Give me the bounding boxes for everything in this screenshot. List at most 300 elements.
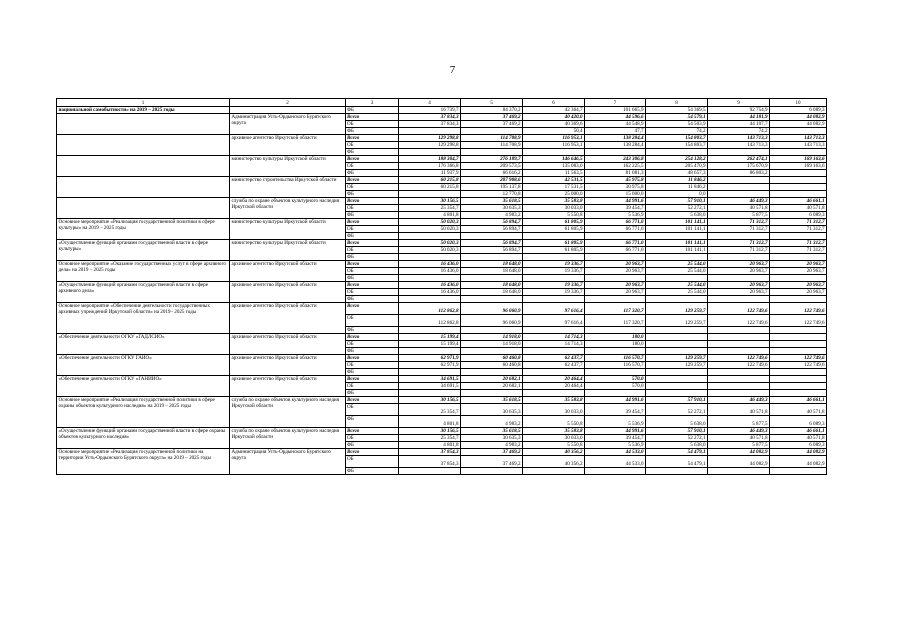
amount-cell: 40 571,8 (708, 435, 770, 442)
amount-cell: 71 312,7 (708, 240, 770, 247)
amount-cell (646, 327, 708, 334)
amount-cell: 62 971,9 (399, 355, 461, 362)
table-row (57, 135, 827, 142)
funding-source: ОБ (346, 435, 399, 442)
amount-cell (399, 233, 461, 240)
amount-cell: 62 437,7 (523, 362, 585, 369)
activity-name: «Осуществление функций органами государственной власти в сфере культуры» (57, 240, 230, 261)
amount-cell: 4 983,2 (461, 442, 523, 449)
amount-cell: 44 082,9 (770, 449, 827, 456)
amount-cell (585, 390, 646, 397)
column-header: 10 (770, 99, 827, 107)
amount-cell (399, 296, 461, 303)
amount-cell: 20 963,7 (585, 261, 646, 268)
amount-cell: 101 141,1 (646, 240, 708, 247)
amount-cell: 11 846,2 (646, 184, 708, 191)
amount-cell: 54 503,9 (646, 121, 708, 128)
amount-cell: 209 573,5 (461, 163, 523, 170)
amount-cell (399, 149, 461, 156)
amount-cell: 30 156,5 (399, 198, 461, 205)
amount-cell: 34 691,5 (399, 383, 461, 390)
activity-name: «Осуществление функций органами государственной власти в сфере охраны объектов культурного наследия» (57, 428, 230, 449)
amount-cell (770, 254, 827, 261)
amount-cell: 19 336,7 (523, 261, 585, 268)
amount-cell (770, 390, 827, 397)
funding-source: Всего (346, 449, 399, 456)
amount-cell: 39 454,7 (585, 205, 646, 212)
amount-cell: 57 910,1 (646, 397, 708, 404)
amount-cell: 16 739,7 (399, 107, 461, 114)
amount-cell (646, 334, 708, 341)
amount-cell: 6 089,3 (770, 416, 827, 428)
column-header: 9 (708, 99, 770, 107)
table-row (57, 261, 827, 268)
amount-cell: 44 533,0 (585, 449, 646, 456)
amount-cell (461, 233, 523, 240)
column-header: 6 (523, 99, 585, 107)
amount-cell: 20 963,7 (585, 268, 646, 275)
amount-cell: 86 803,2 (708, 170, 770, 177)
amount-cell: 16 436,0 (399, 289, 461, 296)
amount-cell: 96 060,9 (461, 315, 523, 327)
funding-source: ОБ (346, 383, 399, 390)
amount-cell: 71 312,7 (708, 247, 770, 254)
executor-name: служба по охране объектов культурного наследия Иркутской области (230, 428, 346, 449)
amount-cell: 19 336,7 (523, 268, 585, 275)
amount-cell: 16 436,0 (399, 268, 461, 275)
funding-source: ОБ (346, 341, 399, 348)
funding-source: Всего (346, 261, 399, 268)
amount-cell: 30 033,0 (523, 435, 585, 442)
amount-cell: 37 469,2 (461, 449, 523, 456)
amount-cell: 143 713,3 (770, 135, 827, 142)
amount-cell: 195 137,8 (461, 184, 523, 191)
amount-cell (770, 177, 827, 184)
amount-cell: 18 648,0 (461, 268, 523, 275)
activity-name: Основное мероприятие «Обеспечение деятельности государственных архивных учреждений Иркутской области» на 2019– 2025 годы (57, 303, 230, 334)
table-row (57, 303, 827, 315)
amount-cell: 42 531,5 (523, 177, 585, 184)
amount-cell: 570,0 (585, 376, 646, 383)
executor-name: архивное агентство Иркутской области (230, 135, 346, 156)
amount-cell (708, 341, 770, 348)
amount-cell: 57 910,1 (646, 428, 708, 435)
amount-cell: 44 082,9 (770, 456, 827, 468)
amount-cell: 56 894,7 (461, 240, 523, 247)
amount-cell: 39 454,7 (585, 435, 646, 442)
amount-cell: 138 284,4 (585, 142, 646, 149)
amount-cell: 40 571,8 (708, 205, 770, 212)
amount-cell: 11 846,2 (646, 177, 708, 184)
amount-cell (585, 149, 646, 156)
amount-cell (461, 369, 523, 376)
funding-source: Всего (346, 397, 399, 404)
amount-cell: 15 000,0 (585, 191, 646, 198)
amount-cell: 40 571,8 (770, 435, 827, 442)
amount-cell: 20 963,7 (585, 289, 646, 296)
amount-cell: 5 536,9 (585, 442, 646, 449)
activity-name: «Обеспечение деятельности ОГКУ «ГАНИИО» (57, 376, 230, 397)
amount-cell (708, 327, 770, 334)
amount-cell: 37 834,3 (399, 121, 461, 128)
funding-source: ОБ (346, 121, 399, 128)
amount-cell: 46 449,3 (708, 198, 770, 205)
amount-cell (770, 296, 827, 303)
amount-cell: 46 661,1 (770, 397, 827, 404)
amount-cell (646, 275, 708, 282)
amount-cell: 44 181,9 (708, 114, 770, 121)
amount-cell: 570,0 (585, 383, 646, 390)
amount-cell: 4 801,8 (399, 442, 461, 449)
funding-source: Всего (346, 219, 399, 226)
amount-cell: 114 708,9 (461, 135, 523, 142)
funding-source: ФБ (346, 107, 399, 114)
funding-source: Всего (346, 114, 399, 121)
amount-cell: 44 082,9 (770, 121, 827, 128)
table-row (57, 240, 827, 247)
amount-cell: 71 312,7 (770, 226, 827, 233)
amount-cell: 50,4 (523, 128, 585, 135)
amount-cell: 35 618,5 (461, 397, 523, 404)
activity-name (57, 198, 230, 219)
amount-cell: 12 770,8 (461, 191, 523, 198)
amount-cell: 35 583,8 (523, 198, 585, 205)
amount-cell (770, 184, 827, 191)
amount-cell: 66 771,0 (585, 247, 646, 254)
amount-cell (461, 390, 523, 397)
amount-cell: 30 635,3 (461, 205, 523, 212)
amount-cell: 57 910,1 (646, 198, 708, 205)
amount-cell: 40 356,2 (523, 449, 585, 456)
amount-cell: 25 354,7 (399, 205, 461, 212)
amount-cell (770, 149, 827, 156)
amount-cell: 17 531,5 (523, 184, 585, 191)
funding-source: ФБ (346, 149, 399, 156)
amount-cell: 135 083,0 (523, 163, 585, 170)
amount-cell: 14 918,0 (461, 334, 523, 341)
amount-cell: 60 215,8 (399, 177, 461, 184)
amount-cell: 20 963,7 (770, 282, 827, 289)
amount-cell: 35 583,8 (523, 397, 585, 404)
amount-cell: 50 020,3 (399, 247, 461, 254)
activity-name: «Обеспечение деятельности ОГКУ «ГАДЛСИО» (57, 334, 230, 355)
amount-cell (646, 369, 708, 376)
amount-cell: 61 805,9 (523, 226, 585, 233)
amount-cell: 101 141,1 (646, 219, 708, 226)
amount-cell: 47,7 (585, 128, 646, 135)
amount-cell: 19 336,7 (523, 282, 585, 289)
amount-cell: 35 583,8 (523, 428, 585, 435)
amount-cell: 71 312,7 (708, 226, 770, 233)
amount-cell (646, 468, 708, 475)
amount-cell: 129 259,7 (646, 315, 708, 327)
amount-cell (646, 254, 708, 261)
amount-cell (523, 233, 585, 240)
amount-cell: 54 479,1 (646, 456, 708, 468)
amount-cell: 25 354,7 (399, 404, 461, 416)
amount-cell: 62 971,9 (399, 362, 461, 369)
amount-cell: 30 156,5 (399, 428, 461, 435)
amount-cell: 25 544,0 (646, 289, 708, 296)
amount-cell: 254 128,2 (646, 156, 708, 163)
amount-cell: 44 082,9 (708, 449, 770, 456)
amount-cell (708, 390, 770, 397)
amount-cell: 101 141,1 (646, 226, 708, 233)
amount-cell (461, 149, 523, 156)
amount-cell: 25 354,7 (399, 435, 461, 442)
table-row (57, 334, 827, 341)
table-row (57, 177, 827, 184)
amount-cell (461, 468, 523, 475)
amount-cell: 20 963,7 (708, 289, 770, 296)
amount-cell (399, 468, 461, 475)
amount-cell (708, 348, 770, 355)
activity-name: «Обеспечение деятельности ОГКУ ГАИО» (57, 355, 230, 376)
amount-cell: 5 550,8 (523, 442, 585, 449)
amount-cell: 74,2 (646, 128, 708, 135)
amount-cell: 114 708,9 (461, 142, 523, 149)
activity-name: Основное мероприятие «Реализация государственной политики на территории Усть-Ордынского Бурятского округа» на 2019 – 2025 годы (57, 449, 230, 475)
amount-cell: 37 469,2 (461, 456, 523, 468)
activity-name: «Осуществление функций органами государственной власти в сфере архивного дела» (57, 282, 230, 303)
amount-cell (523, 369, 585, 376)
amount-cell (585, 254, 646, 261)
table-row (57, 219, 827, 226)
executor-name: министерство культуры Иркутской области (230, 156, 346, 177)
amount-cell: 25 544,0 (646, 282, 708, 289)
amount-cell: 74,2 (708, 128, 770, 135)
amount-cell: 44 991,6 (585, 198, 646, 205)
amount-cell: 61 805,9 (523, 240, 585, 247)
amount-cell (523, 296, 585, 303)
amount-cell: 154 803,7 (646, 142, 708, 149)
amount-cell: 40 571,8 (770, 404, 827, 416)
amount-cell: 25 000,0 (523, 191, 585, 198)
amount-cell: 62 437,7 (523, 355, 585, 362)
column-header: 8 (646, 99, 708, 107)
amount-cell: 44 107,7 (708, 121, 770, 128)
amount-cell: 116 953,1 (523, 135, 585, 142)
amount-cell: 4 801,8 (399, 416, 461, 428)
amount-cell: 50 020,3 (399, 226, 461, 233)
amount-cell: 44 991,6 (585, 428, 646, 435)
amount-cell: 116 953,1 (523, 142, 585, 149)
amount-cell: 188 304,7 (399, 156, 461, 163)
activity-name (57, 114, 230, 135)
amount-cell: 5 877,5 (708, 442, 770, 449)
amount-cell: 15 199,4 (399, 341, 461, 348)
funding-source: ОБ (346, 226, 399, 233)
amount-cell: 116 570,7 (585, 355, 646, 362)
amount-cell: 129 259,7 (646, 303, 708, 315)
amount-cell (461, 348, 523, 355)
column-header: 3 (346, 99, 399, 107)
amount-cell (585, 296, 646, 303)
amount-cell: 96 060,9 (461, 303, 523, 315)
amount-cell (523, 327, 585, 334)
amount-cell: 5 638,0 (646, 212, 708, 219)
column-header: 5 (461, 99, 523, 107)
column-header: 7 (585, 99, 646, 107)
amount-cell: 0,0 (646, 191, 708, 198)
amount-cell (708, 184, 770, 191)
amount-cell: 205 470,9 (646, 163, 708, 170)
amount-cell: 138 284,4 (585, 135, 646, 142)
amount-cell: 30 635,3 (461, 435, 523, 442)
amount-cell: 71 312,7 (708, 219, 770, 226)
funding-source: ОБ (346, 362, 399, 369)
amount-cell: 14 714,3 (523, 334, 585, 341)
amount-cell (523, 468, 585, 475)
amount-cell (399, 369, 461, 376)
amount-cell: 143 713,3 (708, 135, 770, 142)
amount-cell: 146 646,5 (523, 156, 585, 163)
funding-source: ФБ (346, 212, 399, 219)
amount-cell: 37 469,2 (461, 114, 523, 121)
amount-cell: 71 312,7 (770, 219, 827, 226)
amount-cell: 4 983,2 (461, 416, 523, 428)
amount-cell (461, 296, 523, 303)
funding-source: ОБ (346, 205, 399, 212)
amount-cell: 4 801,8 (399, 212, 461, 219)
amount-cell: 5 638,0 (646, 416, 708, 428)
amount-cell: 54 579,1 (646, 114, 708, 121)
amount-cell: 154 803,7 (646, 135, 708, 142)
amount-cell: 25 544,0 (646, 268, 708, 275)
amount-cell: 61 805,9 (523, 247, 585, 254)
amount-cell: 37 469,2 (461, 121, 523, 128)
amount-cell: 101 141,1 (646, 247, 708, 254)
amount-cell (708, 275, 770, 282)
amount-cell: 48 657,3 (646, 170, 708, 177)
amount-cell: 30 033,0 (523, 404, 585, 416)
executor-name: архивное агентство Иркутской области (230, 334, 346, 355)
funding-source: ОБ (346, 247, 399, 254)
page-number: 7 (449, 64, 456, 76)
amount-cell: 50 020,3 (399, 219, 461, 226)
amount-cell: 4 983,2 (461, 212, 523, 219)
amount-cell: 180,0 (585, 334, 646, 341)
amount-cell (770, 191, 827, 198)
funding-source: ОБ (346, 404, 399, 416)
funding-source: ФБ (346, 128, 399, 135)
funding-source: ФБ (346, 296, 399, 303)
funding-source: ФБ (346, 416, 399, 428)
amount-cell: 30 033,0 (523, 205, 585, 212)
amount-cell: 20 682,1 (461, 383, 523, 390)
executor-name (230, 107, 346, 114)
table-row (57, 114, 827, 121)
amount-cell: 66 616,2 (461, 170, 523, 177)
amount-cell: 129 298,8 (399, 135, 461, 142)
funding-source: ОБ (346, 456, 399, 468)
amount-cell: 5 638,0 (646, 442, 708, 449)
funding-source: ОБ (346, 142, 399, 149)
funding-source: ФБ (346, 233, 399, 240)
funding-source: Всего (346, 334, 399, 341)
table-row (57, 156, 827, 163)
amount-cell (399, 348, 461, 355)
funding-source: Всего (346, 355, 399, 362)
amount-cell: 39 454,7 (585, 404, 646, 416)
amount-cell (585, 468, 646, 475)
amount-cell (585, 233, 646, 240)
amount-cell (399, 275, 461, 282)
amount-cell: 30 156,5 (399, 397, 461, 404)
amount-cell: 50 020,3 (399, 240, 461, 247)
amount-cell: 25 544,0 (646, 261, 708, 268)
amount-cell (770, 341, 827, 348)
amount-cell: 97 616,4 (523, 315, 585, 327)
funding-source: ОБ (346, 268, 399, 275)
amount-cell (585, 327, 646, 334)
amount-cell: 122 749,6 (708, 362, 770, 369)
budget-table (56, 98, 827, 475)
amount-cell: 46 449,3 (708, 397, 770, 404)
amount-cell: 30 635,3 (461, 404, 523, 416)
amount-cell (399, 390, 461, 397)
amount-cell: 60 460,8 (461, 362, 523, 369)
amount-cell: 37 834,3 (399, 114, 461, 121)
executor-name: министерство строительства Иркутской области (230, 177, 346, 198)
amount-cell: 40 420,0 (523, 114, 585, 121)
funding-source: ФБ (346, 275, 399, 282)
amount-cell: 5 550,8 (523, 416, 585, 428)
activity-name (57, 135, 230, 156)
amount-cell (770, 275, 827, 282)
amount-cell: 122 749,6 (708, 303, 770, 315)
amount-cell (646, 376, 708, 383)
amount-cell (770, 383, 827, 390)
funding-source: ОБ (346, 315, 399, 327)
funding-source: Всего (346, 177, 399, 184)
executor-name: архивное агентство Иркутской области (230, 355, 346, 376)
amount-cell (523, 275, 585, 282)
amount-cell: 18 648,0 (461, 261, 523, 268)
amount-cell: 20 464,4 (523, 376, 585, 383)
amount-cell: 37 854,3 (399, 456, 461, 468)
amount-cell: 52 272,1 (646, 404, 708, 416)
amount-cell: 6 089,3 (770, 442, 827, 449)
amount-cell (646, 233, 708, 240)
funding-source: ФБ (346, 468, 399, 475)
amount-cell: 54 369,5 (646, 107, 708, 114)
table-row (57, 107, 827, 114)
amount-cell: 20 963,7 (770, 261, 827, 268)
amount-cell: 56 894,7 (461, 247, 523, 254)
executor-name: архивное агентство Иркутской области (230, 376, 346, 397)
executor-name: служба по охране объектов культурного наследия Иркутской области (230, 198, 346, 219)
amount-cell: 175 670,9 (708, 163, 770, 170)
amount-cell: 44 533,0 (585, 456, 646, 468)
table-row (57, 376, 827, 383)
funding-source: ОБ (346, 184, 399, 191)
amount-cell: 56 894,7 (461, 219, 523, 226)
amount-cell: 5 877,5 (708, 212, 770, 219)
amount-cell (708, 369, 770, 376)
amount-cell: 143 713,3 (770, 142, 827, 149)
amount-cell (523, 254, 585, 261)
amount-cell: 14 918,0 (461, 341, 523, 348)
amount-cell (585, 348, 646, 355)
amount-cell: 81 081,3 (585, 170, 646, 177)
amount-cell (646, 149, 708, 156)
amount-cell: 5 877,5 (708, 416, 770, 428)
amount-cell (461, 128, 523, 135)
funding-source: ФБ (346, 327, 399, 334)
amount-cell: 16 436,0 (399, 282, 461, 289)
amount-cell (708, 383, 770, 390)
